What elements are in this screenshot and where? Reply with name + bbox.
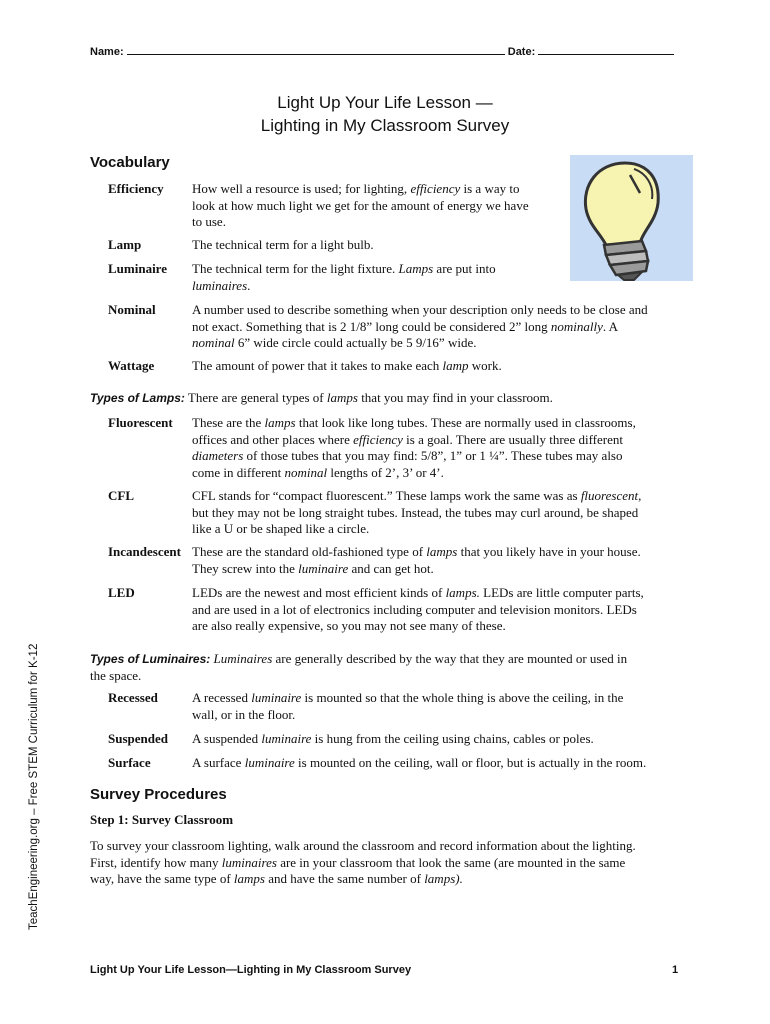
- term-suspended: Suspended: [108, 731, 168, 746]
- term-fluorescent: Fluorescent: [108, 415, 173, 430]
- name-label: Name:: [90, 46, 124, 58]
- lamps-heading: Types of Lamps:: [90, 391, 185, 405]
- vocabulary-heading: Vocabulary: [90, 154, 170, 171]
- page-title-line1: Light Up Your Life Lesson —: [277, 93, 493, 112]
- footer-title: Light Up Your Life Lesson—Lighting in My Classroom Survey: [90, 964, 412, 976]
- term-nominal: Nominal: [108, 302, 156, 317]
- def-led: LEDs are the newest and most efficient kinds of lamps. LEDs are little computer parts, and are used in a lot of electronics including computer and television monitors. LEDs are also really expensive, so you may not see many of these.: [192, 585, 644, 633]
- date-label: Date:: [507, 46, 536, 58]
- term-lamp: Lamp: [108, 237, 142, 252]
- step1-heading: Step 1: Survey Classroom: [90, 812, 234, 827]
- light-bulb-icon: [570, 155, 693, 281]
- def-cfl: CFL stands for “compact fluorescent.” These lamps work the same was as fluorescent, but they may not be long straight tubes. Instead, the tubes may curl around, be shaped like a U or be shaped like a circle.: [192, 488, 642, 536]
- term-led: LED: [108, 585, 135, 600]
- term-surface: Surface: [108, 755, 151, 770]
- def-surface: A surface luminaire is mounted on the ceiling, wall or floor, but is actually in the room.: [192, 755, 647, 770]
- page-number: 1: [672, 964, 679, 976]
- lamps-intro: Types of Lamps: There are general types of lamps that you may find in your classroom.: [90, 390, 553, 405]
- name-field[interactable]: [127, 44, 505, 55]
- term-incandescent: Incandescent: [108, 544, 181, 559]
- def-efficiency: How well a resource is used; for lighting, efficiency is a way to look at how much light we get for the amount of energy we have to use.: [192, 181, 529, 229]
- def-incandescent: These are the standard old-fashioned type of lamps that you likely have in your house. They screw into the luminaire and can get hot.: [192, 544, 641, 576]
- def-lamp: The technical term for a light bulb.: [192, 237, 374, 252]
- page-title-line2: Lighting in My Classroom Survey: [260, 116, 510, 135]
- def-fluorescent: These are the lamps that look like long tubes. These are normally used in classrooms, offices and other places where efficiency is a goal. There are usually three different diameters of those tubes that you may find: 5/8”, 1” or 1 ¼”. These tubes may also come in different nominal lengths of 2’, 3’ or 4’.: [192, 415, 636, 480]
- term-efficiency: Efficiency: [108, 181, 164, 196]
- def-luminaire: The technical term for the light fixture. Lamps are put into luminaires.: [192, 261, 496, 293]
- term-luminaire: Luminaire: [108, 261, 167, 276]
- def-recessed: A recessed luminaire is mounted so that the whole thing is above the ceiling, in the wall, or in the floor.: [192, 690, 624, 722]
- def-nominal: A number used to describe something when your description only needs to be close and not exact. Something that is 2 1/8” long could be considered 2” long nominally. A nominal 6” wide circle could actually be 5 9/16” wide.: [192, 302, 648, 350]
- term-wattage: Wattage: [108, 358, 155, 373]
- luminaires-intro: Types of Luminaires: Luminaires are generally described by the way that they are mounted or used in the space.: [90, 651, 628, 683]
- survey-heading: Survey Procedures: [90, 786, 227, 803]
- def-wattage: The amount of power that it takes to make each lamp work.: [192, 358, 502, 373]
- def-suspended: A suspended luminaire is hung from the ceiling using chains, cables or poles.: [192, 731, 594, 746]
- date-field[interactable]: [538, 44, 674, 55]
- term-recessed: Recessed: [108, 690, 158, 705]
- luminaires-heading: Types of Luminaires:: [90, 652, 211, 666]
- name-date-line: [90, 44, 684, 58]
- side-credit-text: TeachEngineering.org – Free STEM Curriculum for K-12: [28, 643, 40, 930]
- term-cfl: CFL: [108, 488, 134, 503]
- survey-paragraph: To survey your classroom lighting, walk around the classroom and record information about the lighting. First, identify how many luminaires are in your classroom that look the same (are mounted in the same way, have the same type of lamps and have the same number of lamps).: [90, 838, 636, 886]
